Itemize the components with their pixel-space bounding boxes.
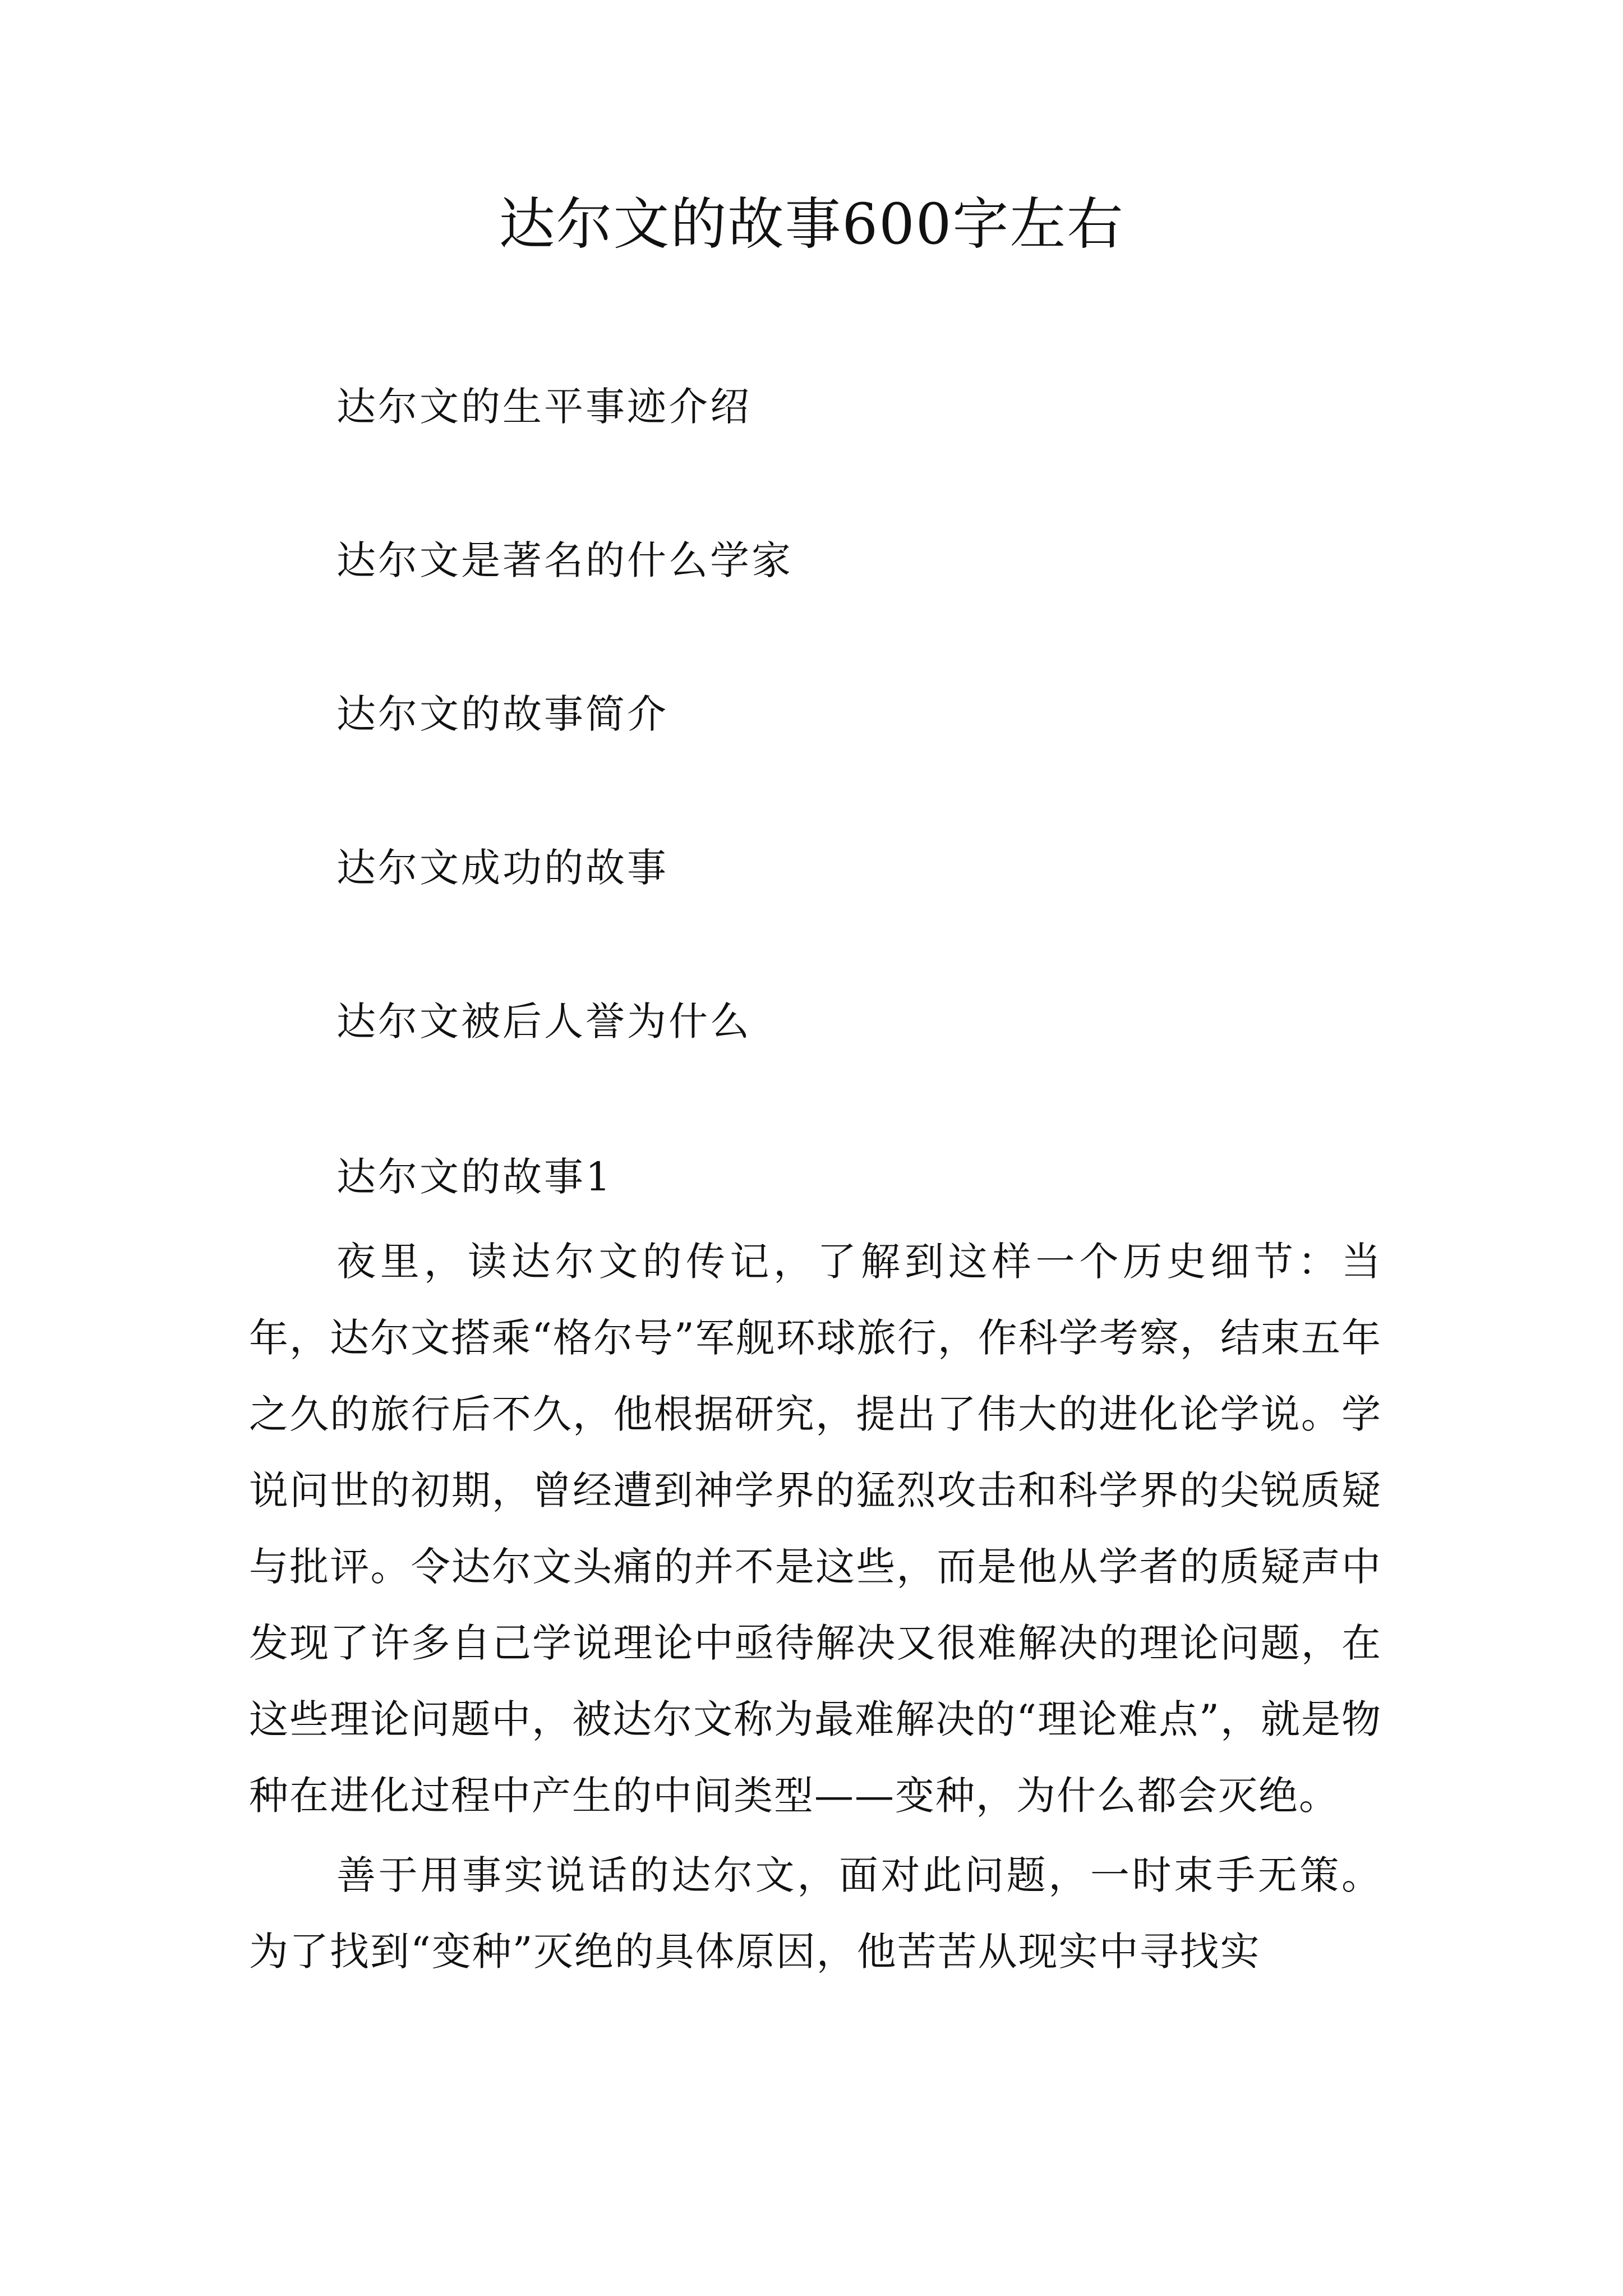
toc-item: 达尔文是著名的什么学家 xyxy=(336,537,793,583)
toc-item: 达尔文的生平事迹介绍 xyxy=(336,384,751,430)
document-title: 达尔文的故事600字左右 xyxy=(499,191,1124,257)
toc-item: 达尔文的故事简介 xyxy=(336,691,668,737)
toc-item: 达尔文被后人誉为什么 xyxy=(336,999,751,1045)
paragraph: 夜里，读达尔文的传记，了解到这样一个历史细节：当年，达尔文搭乘“格尔号”军舰环球旅行，作科学考察，结束五年之久的旅行后不久，他根据研究，提出了伟大的进化论学说。学说问世的初期，曾经遭到神学界的猛烈攻击和科学界的尖锐质疑与批评。令达尔文头痛的并不是这些，而是他从学者的质疑声中发现了许多自己学说理论中亟待解决又很难解决的理论问题，在这些理论问题中，被达尔文称为最难解决的“理论难点”，就是物种在进化过程中产生的中间类型——变种，为什么都会灭绝。 xyxy=(249,1239,1382,1819)
body-text xyxy=(249,1223,1382,1993)
paragraph: 善于用事实说话的达尔文，面对此问题，一时束手无策。为了找到“变种”灭绝的具体原因，他苦苦从现实中寻找实 xyxy=(249,1852,1382,1975)
section-heading: 达尔文的故事1 xyxy=(336,1154,613,1200)
toc-item: 达尔文成功的故事 xyxy=(336,845,668,891)
table-of-contents xyxy=(336,379,1514,1147)
